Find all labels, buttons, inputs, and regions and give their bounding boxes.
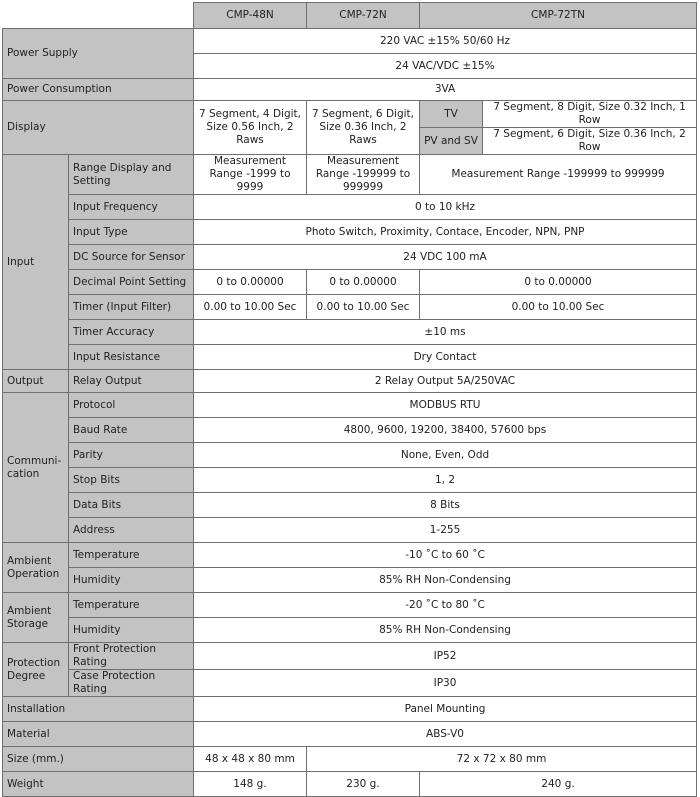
front-protection-label: Front Protection Rating (69, 643, 194, 670)
data-bits-label: Data Bits (69, 493, 194, 518)
protection-degree-label: Protection Degree (3, 643, 69, 697)
timer-accuracy-value: ±10 ms (194, 320, 697, 345)
power-consumption-value: 3VA (194, 79, 697, 101)
protocol-label: Protocol (69, 393, 194, 418)
input-range-cmp-72n: Measurement Range -199999 to 999999 (307, 155, 420, 195)
table-row (3, 220, 697, 245)
size-cmp-72: 72 x 72 x 80 mm (307, 747, 697, 772)
stop-bits-value: 1, 2 (194, 468, 697, 493)
operation-temperature-label: Temperature (69, 543, 194, 568)
input-type-value: Photo Switch, Proximity, Contace, Encoder, NPN, PNP (194, 220, 697, 245)
baud-rate-label: Baud Rate (69, 418, 194, 443)
table-row (3, 79, 697, 101)
table-row (3, 393, 697, 418)
input-range-label: Range Display and Setting (69, 155, 194, 195)
baud-rate-value: 4800, 9600, 19200, 38400, 57600 bps (194, 418, 697, 443)
table-row (3, 443, 697, 468)
table-row (3, 593, 697, 618)
table-row (3, 270, 697, 295)
relay-output-value: 2 Relay Output 5A/250VAC (194, 370, 697, 393)
power-supply-label: Power Supply (3, 29, 194, 79)
power-supply-dc: 24 VAC/VDC ±15% (194, 54, 697, 79)
timer-filter-cmp-72n: 0.00 to 10.00 Sec (307, 295, 420, 320)
table-row (3, 543, 697, 568)
ambient-storage-label: Ambient Storage (3, 593, 69, 643)
model-header-cmp-72n: CMP-72N (307, 3, 420, 29)
input-range-cmp-48n: Measurement Range -1999 to 9999 (194, 155, 307, 195)
dc-source-label: DC Source for Sensor (69, 245, 194, 270)
table-row (3, 418, 697, 443)
table-row (3, 670, 697, 697)
table-row (3, 320, 697, 345)
table-row (3, 747, 697, 772)
communication-label: Communi-cation (3, 393, 69, 543)
input-range-cmp-72tn: Measurement Range -199999 to 999999 (420, 155, 697, 195)
table-row (3, 493, 697, 518)
case-protection-value: IP30 (194, 670, 697, 697)
spec-table (2, 2, 697, 797)
input-label: Input (3, 155, 69, 370)
parity-label: Parity (69, 443, 194, 468)
parity-value: None, Even, Odd (194, 443, 697, 468)
address-label: Address (69, 518, 194, 543)
display-tv-label: TV (420, 101, 483, 128)
table-row (3, 518, 697, 543)
table-row (3, 722, 697, 747)
protocol-value: MODBUS RTU (194, 393, 697, 418)
table-row (3, 772, 697, 797)
input-frequency-value: 0 to 10 kHz (194, 195, 697, 220)
stop-bits-label: Stop Bits (69, 468, 194, 493)
operation-temperature-value: -10 ˚C to 60 ˚C (194, 543, 697, 568)
weight-cmp-72n: 230 g. (307, 772, 420, 797)
decimal-point-label: Decimal Point Setting (69, 270, 194, 295)
storage-humidity-label: Humidity (69, 618, 194, 643)
table-row (3, 101, 697, 128)
table-row (3, 195, 697, 220)
display-pvsv-label: PV and SV (420, 128, 483, 155)
installation-value: Panel Mounting (194, 697, 697, 722)
output-label: Output (3, 370, 69, 393)
installation-label: Installation (3, 697, 194, 722)
storage-humidity-value: 85% RH Non-Condensing (194, 618, 697, 643)
weight-label: Weight (3, 772, 194, 797)
address-value: 1-255 (194, 518, 697, 543)
operation-humidity-value: 85% RH Non-Condensing (194, 568, 697, 593)
material-value: ABS-V0 (194, 722, 697, 747)
table-row (3, 697, 697, 722)
case-protection-label: Case Protection Rating (69, 670, 194, 697)
table-row (3, 345, 697, 370)
ambient-operation-label: Ambient Operation (3, 543, 69, 593)
relay-output-label: Relay Output (69, 370, 194, 393)
data-bits-value: 8 Bits (194, 493, 697, 518)
table-row (3, 295, 697, 320)
display-cmp-72n: 7 Segment, 6 Digit, Size 0.36 Inch, 2 Raws (307, 101, 420, 155)
decimal-point-cmp-72n: 0 to 0.00000 (307, 270, 420, 295)
weight-cmp-48n: 148 g. (194, 772, 307, 797)
table-row (3, 643, 697, 670)
storage-temperature-label: Temperature (69, 593, 194, 618)
timer-filter-label: Timer (Input Filter) (69, 295, 194, 320)
table-row (3, 155, 697, 195)
decimal-point-cmp-48n: 0 to 0.00000 (194, 270, 307, 295)
display-label: Display (3, 101, 194, 155)
timer-filter-cmp-48n: 0.00 to 10.00 Sec (194, 295, 307, 320)
material-label: Material (3, 722, 194, 747)
size-cmp-48n: 48 x 48 x 80 mm (194, 747, 307, 772)
table-row (3, 618, 697, 643)
model-header-cmp-72tn: CMP-72TN (420, 3, 697, 29)
input-frequency-label: Input Frequency (69, 195, 194, 220)
timer-accuracy-label: Timer Accuracy (69, 320, 194, 345)
power-consumption-label: Power Consumption (3, 79, 194, 101)
model-header-cmp-48n: CMP-48N (194, 3, 307, 29)
storage-temperature-value: -20 ˚C to 80 ˚C (194, 593, 697, 618)
display-pvsv-value: 7 Segment, 6 Digit, Size 0.36 Inch, 2 Row (483, 128, 697, 155)
table-row (3, 245, 697, 270)
table-row (3, 29, 697, 54)
input-resistance-value: Dry Contact (194, 345, 697, 370)
input-resistance-label: Input Resistance (69, 345, 194, 370)
weight-cmp-72tn: 240 g. (420, 772, 697, 797)
dc-source-value: 24 VDC 100 mA (194, 245, 697, 270)
front-protection-value: IP52 (194, 643, 697, 670)
input-type-label: Input Type (69, 220, 194, 245)
timer-filter-cmp-72tn: 0.00 to 10.00 Sec (420, 295, 697, 320)
display-cmp-48n: 7 Segment, 4 Digit, Size 0.56 Inch, 2 Raws (194, 101, 307, 155)
header-row (3, 3, 697, 29)
size-label: Size (mm.) (3, 747, 194, 772)
display-tv-value: 7 Segment, 8 Digit, Size 0.32 Inch, 1 Row (483, 101, 697, 128)
table-row (3, 468, 697, 493)
operation-humidity-label: Humidity (69, 568, 194, 593)
header-blank (3, 3, 194, 29)
decimal-point-cmp-72tn: 0 to 0.00000 (420, 270, 697, 295)
table-row (3, 568, 697, 593)
power-supply-ac: 220 VAC ±15% 50/60 Hz (194, 29, 697, 54)
table-row (3, 370, 697, 393)
